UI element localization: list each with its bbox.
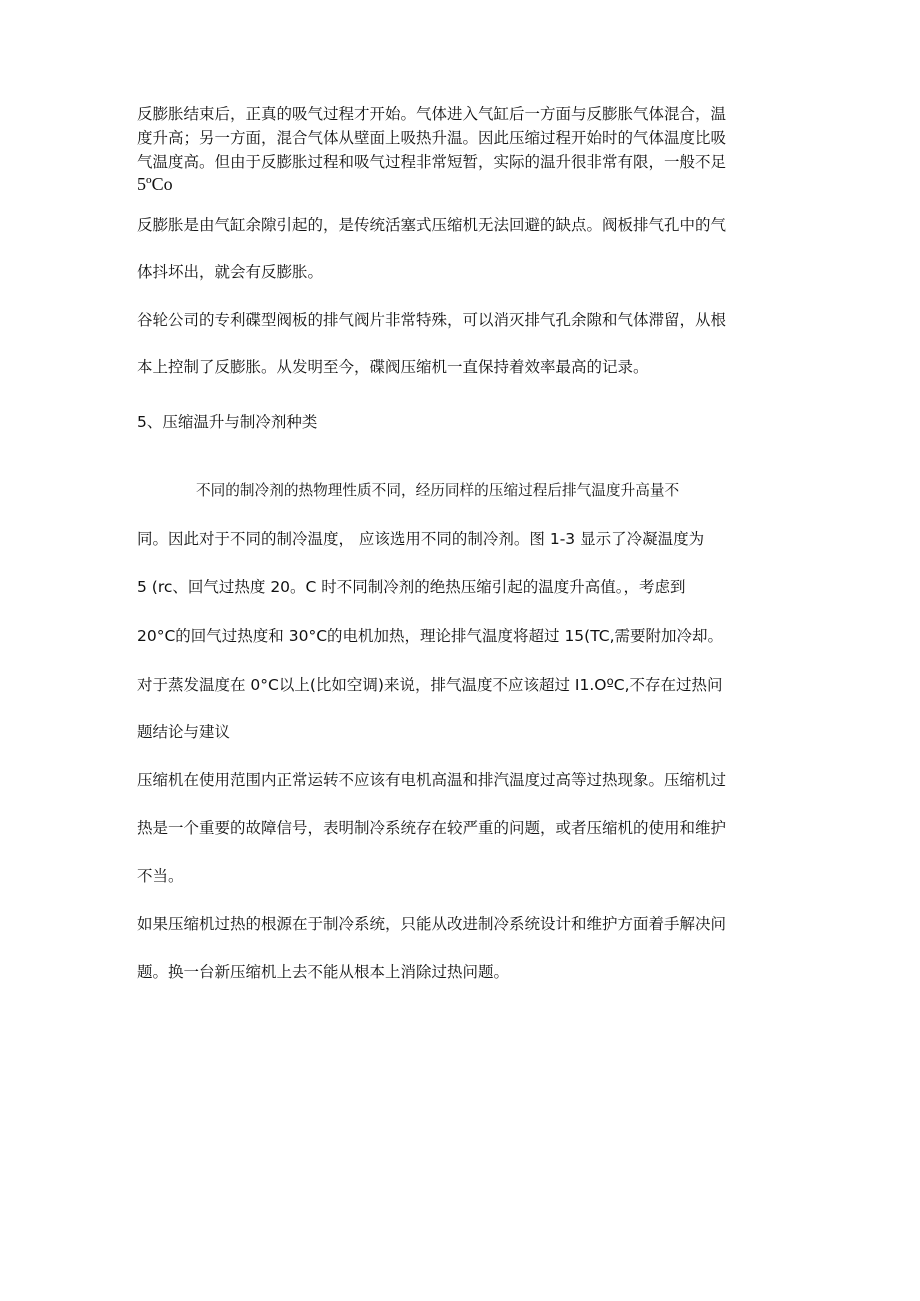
text-line: 本上控制了反膨胀。从发明至今，碟阀压缩机一直保持着效率最高的记录。 xyxy=(137,358,649,376)
text-line: 气温度高。但由于反膨胀过程和吸气过程非常短暂，实际的温升很非常有限，一般不足 xyxy=(137,153,727,171)
text-line: 体抖坏出，就会有反膨胀。 xyxy=(137,263,324,281)
text-line: 谷轮公司的专利碟型阀板的排气阀片非常特殊，可以消灭排气孔余隙和气体滞留，从根 xyxy=(137,311,727,329)
text-line: 反膨胀结束后，正真的吸气过程才开始。气体进入气缸后一方面与反膨胀气体混合，温 xyxy=(137,105,727,123)
section-heading: 5、压缩温升与制冷剂种类 xyxy=(137,413,318,431)
text-line: 20°C的回气过热度和 30°C的电机加热，理论排气温度将超过 15(TC,需要附加冷却。 xyxy=(137,627,724,645)
text-line: 如果压缩机过热的根源在于制冷系统，只能从改进制冷系统设计和维护方面着手解决问 xyxy=(137,915,727,933)
text-line: 度升高；另一方面，混合气体从壁面上吸热升温。因此压缩过程开始时的气体温度比吸 xyxy=(137,129,727,147)
text-line: 压缩机在使用范围内正常运转不应该有电机高温和排汽温度过高等过热现象。压缩机过 xyxy=(137,771,727,789)
text-line: 不当。 xyxy=(137,867,184,885)
text-line: 题。换一台新压缩机上去不能从根本上消除过热问题。 xyxy=(137,963,510,981)
text-line: 不同的制冷剂的热物理性质不同，经历同样的压缩过程后排气温度升高量不 xyxy=(196,482,680,499)
text-line: 热是一个重要的故障信号，表明制冷系统存在较严重的问题，或者压缩机的使用和维护 xyxy=(137,819,727,837)
text-line: 同。因此对于不同的制冷温度， 应该选用不同的制冷剂。图 1-3 显示了冷凝温度为 xyxy=(137,530,705,548)
text-line: 反膨胀是由气缸余隙引起的，是传统活塞式压缩机无法回避的缺点。阀板排气孔中的气 xyxy=(137,216,727,234)
text-line: 题结论与建议 xyxy=(137,723,231,741)
text-line: 5ºCo xyxy=(137,174,173,194)
text-line: 对于蒸发温度在 0°C以上(比如空调)来说，排气温度不应该超过 I1.OºC,不存在过热问 xyxy=(137,676,723,694)
text-line: 5 (rc、回气过热度 20。C 时不同制冷剂的绝热压缩引起的温度升高值。，考虑到 xyxy=(137,578,686,596)
